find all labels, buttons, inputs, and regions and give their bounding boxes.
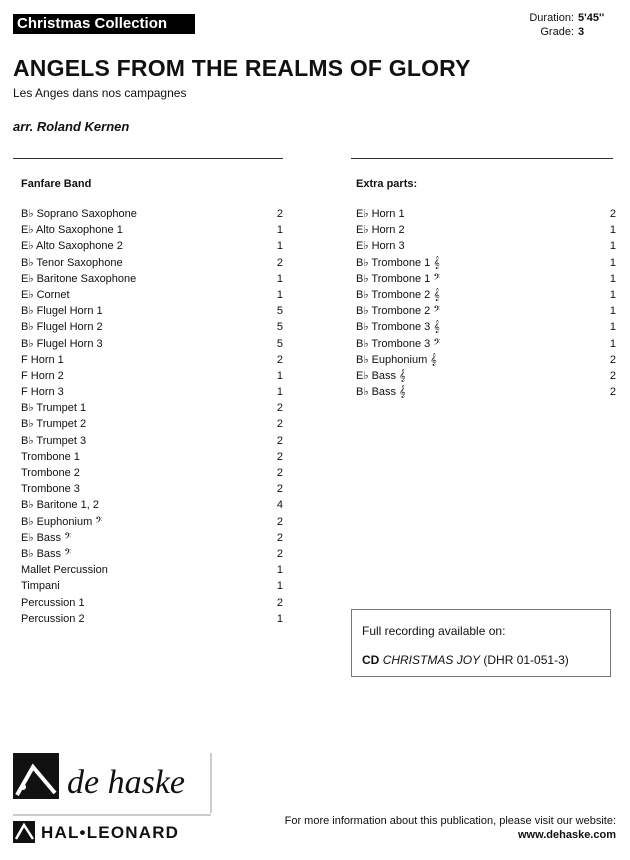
- fanfare-heading: Fanfare Band: [21, 178, 92, 190]
- part-count: 2: [276, 256, 283, 269]
- arranger: arr. Roland Kernen: [13, 119, 130, 134]
- part-name: B♭ Trombone 1 𝄢: [356, 272, 441, 285]
- part-row: [21, 595, 285, 611]
- part-row: [356, 255, 616, 271]
- part-count: 1: [276, 369, 283, 382]
- part-row: [21, 449, 285, 465]
- part-name: B♭ Trombone 1 𝄞: [356, 256, 440, 269]
- part-row: [21, 206, 285, 222]
- page-subtitle: Les Anges dans nos campagnes: [13, 86, 187, 100]
- page-title: ANGELS FROM THE REALMS OF GLORY: [13, 55, 471, 81]
- part-name: B♭ Trumpet 3: [21, 434, 87, 447]
- part-name: B♭ Trombone 3 𝄞: [356, 321, 440, 334]
- part-name: Percussion 1: [21, 596, 85, 609]
- part-name: E♭ Horn 2: [356, 224, 405, 237]
- grade-label: Grade:: [540, 26, 574, 38]
- collection-badge: Christmas Collection: [13, 14, 195, 34]
- part-name: F Horn 1: [21, 353, 64, 366]
- part-name: Trombone 2: [21, 467, 80, 479]
- part-count: 2: [609, 386, 616, 399]
- part-row: [356, 319, 616, 335]
- part-name: B♭ Trombone 2 𝄢: [356, 305, 441, 318]
- part-row: [21, 303, 285, 319]
- part-count: 2: [609, 369, 616, 382]
- publisher-logo: [13, 753, 218, 845]
- part-name: B♭ Baritone 1, 2: [21, 499, 99, 512]
- footer-info: For more information about this publication, please visit our website:: [284, 815, 616, 827]
- part-name: Trombone 1: [21, 450, 80, 463]
- part-name: Percussion 2: [21, 612, 85, 625]
- part-count: 1: [276, 564, 283, 577]
- part-name: B♭ Bass 𝄢: [21, 547, 72, 560]
- part-row: [21, 384, 285, 400]
- part-row: [21, 514, 285, 530]
- part-row: [21, 465, 285, 481]
- part-row: [356, 287, 616, 303]
- part-count: 2: [276, 467, 283, 479]
- part-row: [356, 206, 616, 222]
- part-row: [21, 352, 285, 368]
- part-count: 1: [276, 612, 283, 625]
- fanfare-parts-list: [21, 206, 285, 627]
- part-count: 1: [609, 224, 616, 237]
- part-count: 1: [609, 321, 616, 334]
- part-name: E♭ Alto Saxophone 1: [21, 224, 123, 237]
- extra-heading: Extra parts:: [356, 178, 418, 190]
- part-count: 1: [276, 580, 283, 593]
- part-count: 2: [276, 450, 283, 463]
- part-row: [356, 384, 616, 400]
- part-count: 1: [609, 272, 616, 285]
- part-name: B♭ Flugel Horn 1: [21, 305, 103, 318]
- part-count: 2: [276, 483, 283, 496]
- part-row: [356, 222, 616, 238]
- grade-value: 3: [578, 26, 585, 38]
- part-name: E♭ Cornet: [21, 288, 70, 301]
- part-name: B♭ Trombone 2 𝄞: [356, 288, 440, 301]
- part-row: [21, 238, 285, 254]
- part-row: [21, 271, 285, 287]
- duration-label: Duration:: [529, 12, 574, 24]
- part-count: 2: [276, 402, 283, 415]
- part-row: [21, 416, 285, 432]
- part-row: [21, 481, 285, 497]
- part-row: [21, 368, 285, 384]
- part-count: 2: [609, 208, 616, 220]
- part-count: 2: [609, 353, 616, 366]
- part-row: [21, 433, 285, 449]
- part-count: 1: [276, 386, 283, 399]
- part-count: 1: [609, 337, 616, 350]
- part-count: 2: [276, 353, 283, 366]
- brand-name: de haske: [67, 764, 186, 801]
- extra-parts-list: [356, 206, 616, 400]
- part-name: E♭ Baritone Saxophone: [21, 272, 137, 285]
- part-count: 1: [609, 240, 616, 253]
- part-row: [21, 319, 285, 335]
- part-row: [21, 222, 285, 238]
- part-count: 2: [276, 531, 283, 544]
- part-name: B♭ Trumpet 2: [21, 418, 87, 431]
- recording-note: Full recording available on:: [362, 624, 506, 638]
- part-count: 2: [276, 434, 283, 447]
- divider-right: [351, 158, 613, 159]
- part-count: 1: [276, 240, 283, 253]
- part-name: B♭ Bass 𝄞: [356, 386, 406, 399]
- part-row: [356, 303, 616, 319]
- part-name: F Horn 2: [21, 369, 64, 382]
- part-row: [356, 368, 616, 384]
- part-row: [356, 336, 616, 352]
- part-count: 4: [276, 499, 283, 512]
- part-count: 1: [276, 288, 283, 301]
- part-count: 5: [276, 321, 283, 334]
- part-name: E♭ Alto Saxophone 2: [21, 240, 123, 253]
- part-row: [21, 530, 285, 546]
- part-row: [21, 336, 285, 352]
- part-row: [356, 271, 616, 287]
- part-count: 2: [276, 515, 283, 528]
- part-count: 2: [276, 208, 283, 220]
- part-row: [21, 287, 285, 303]
- part-name: B♭ Soprano Saxophone: [21, 208, 137, 220]
- part-row: [21, 611, 285, 627]
- part-name: B♭ Euphonium 𝄞: [356, 353, 437, 366]
- part-name: B♭ Tenor Saxophone: [21, 256, 123, 269]
- parent-brand: HAL•LEONARD: [41, 823, 180, 842]
- part-count: 1: [609, 288, 616, 301]
- part-name: B♭ Trumpet 1: [21, 402, 87, 415]
- part-count: 1: [609, 305, 616, 318]
- recording-cd-line: [362, 653, 569, 667]
- part-name: E♭ Horn 1: [356, 208, 405, 220]
- part-row: [21, 546, 285, 562]
- part-name: E♭ Bass 𝄢: [21, 531, 72, 544]
- website-link[interactable]: www.dehaske.com: [517, 829, 616, 841]
- part-count: 1: [609, 256, 616, 269]
- catalog-number: (DHR 01-051-3): [483, 653, 569, 667]
- part-name: F Horn 3: [21, 386, 64, 399]
- part-name: B♭ Flugel Horn 2: [21, 321, 103, 334]
- part-name: E♭ Horn 3: [356, 240, 405, 253]
- part-name: B♭ Euphonium 𝄢: [21, 515, 103, 528]
- part-count: 1: [276, 224, 283, 237]
- part-row: [21, 562, 285, 578]
- part-row: [21, 497, 285, 513]
- meta-values: [578, 11, 604, 39]
- part-name: Trombone 3: [21, 483, 80, 496]
- part-count: 1: [276, 272, 283, 285]
- part-name: E♭ Bass 𝄞: [356, 369, 406, 382]
- part-row: [356, 238, 616, 254]
- part-row: [21, 400, 285, 416]
- part-count: 5: [276, 337, 283, 350]
- part-count: 2: [276, 596, 283, 609]
- meta-labels: [529, 11, 574, 39]
- part-name: Timpani: [21, 580, 60, 593]
- part-count: 2: [276, 418, 283, 431]
- part-row: [21, 578, 285, 594]
- part-name: Mallet Percussion: [21, 564, 108, 577]
- duration-value: 5'45'': [578, 12, 605, 24]
- part-count: 2: [276, 547, 283, 560]
- part-count: 5: [276, 305, 283, 318]
- cd-label: CD: [362, 653, 380, 667]
- part-row: [356, 352, 616, 368]
- part-row: [21, 255, 285, 271]
- divider-left: [13, 158, 283, 159]
- part-name: B♭ Trombone 3 𝄢: [356, 337, 441, 350]
- album-title: CHRISTMAS JOY: [382, 653, 481, 667]
- part-name: B♭ Flugel Horn 3: [21, 337, 103, 350]
